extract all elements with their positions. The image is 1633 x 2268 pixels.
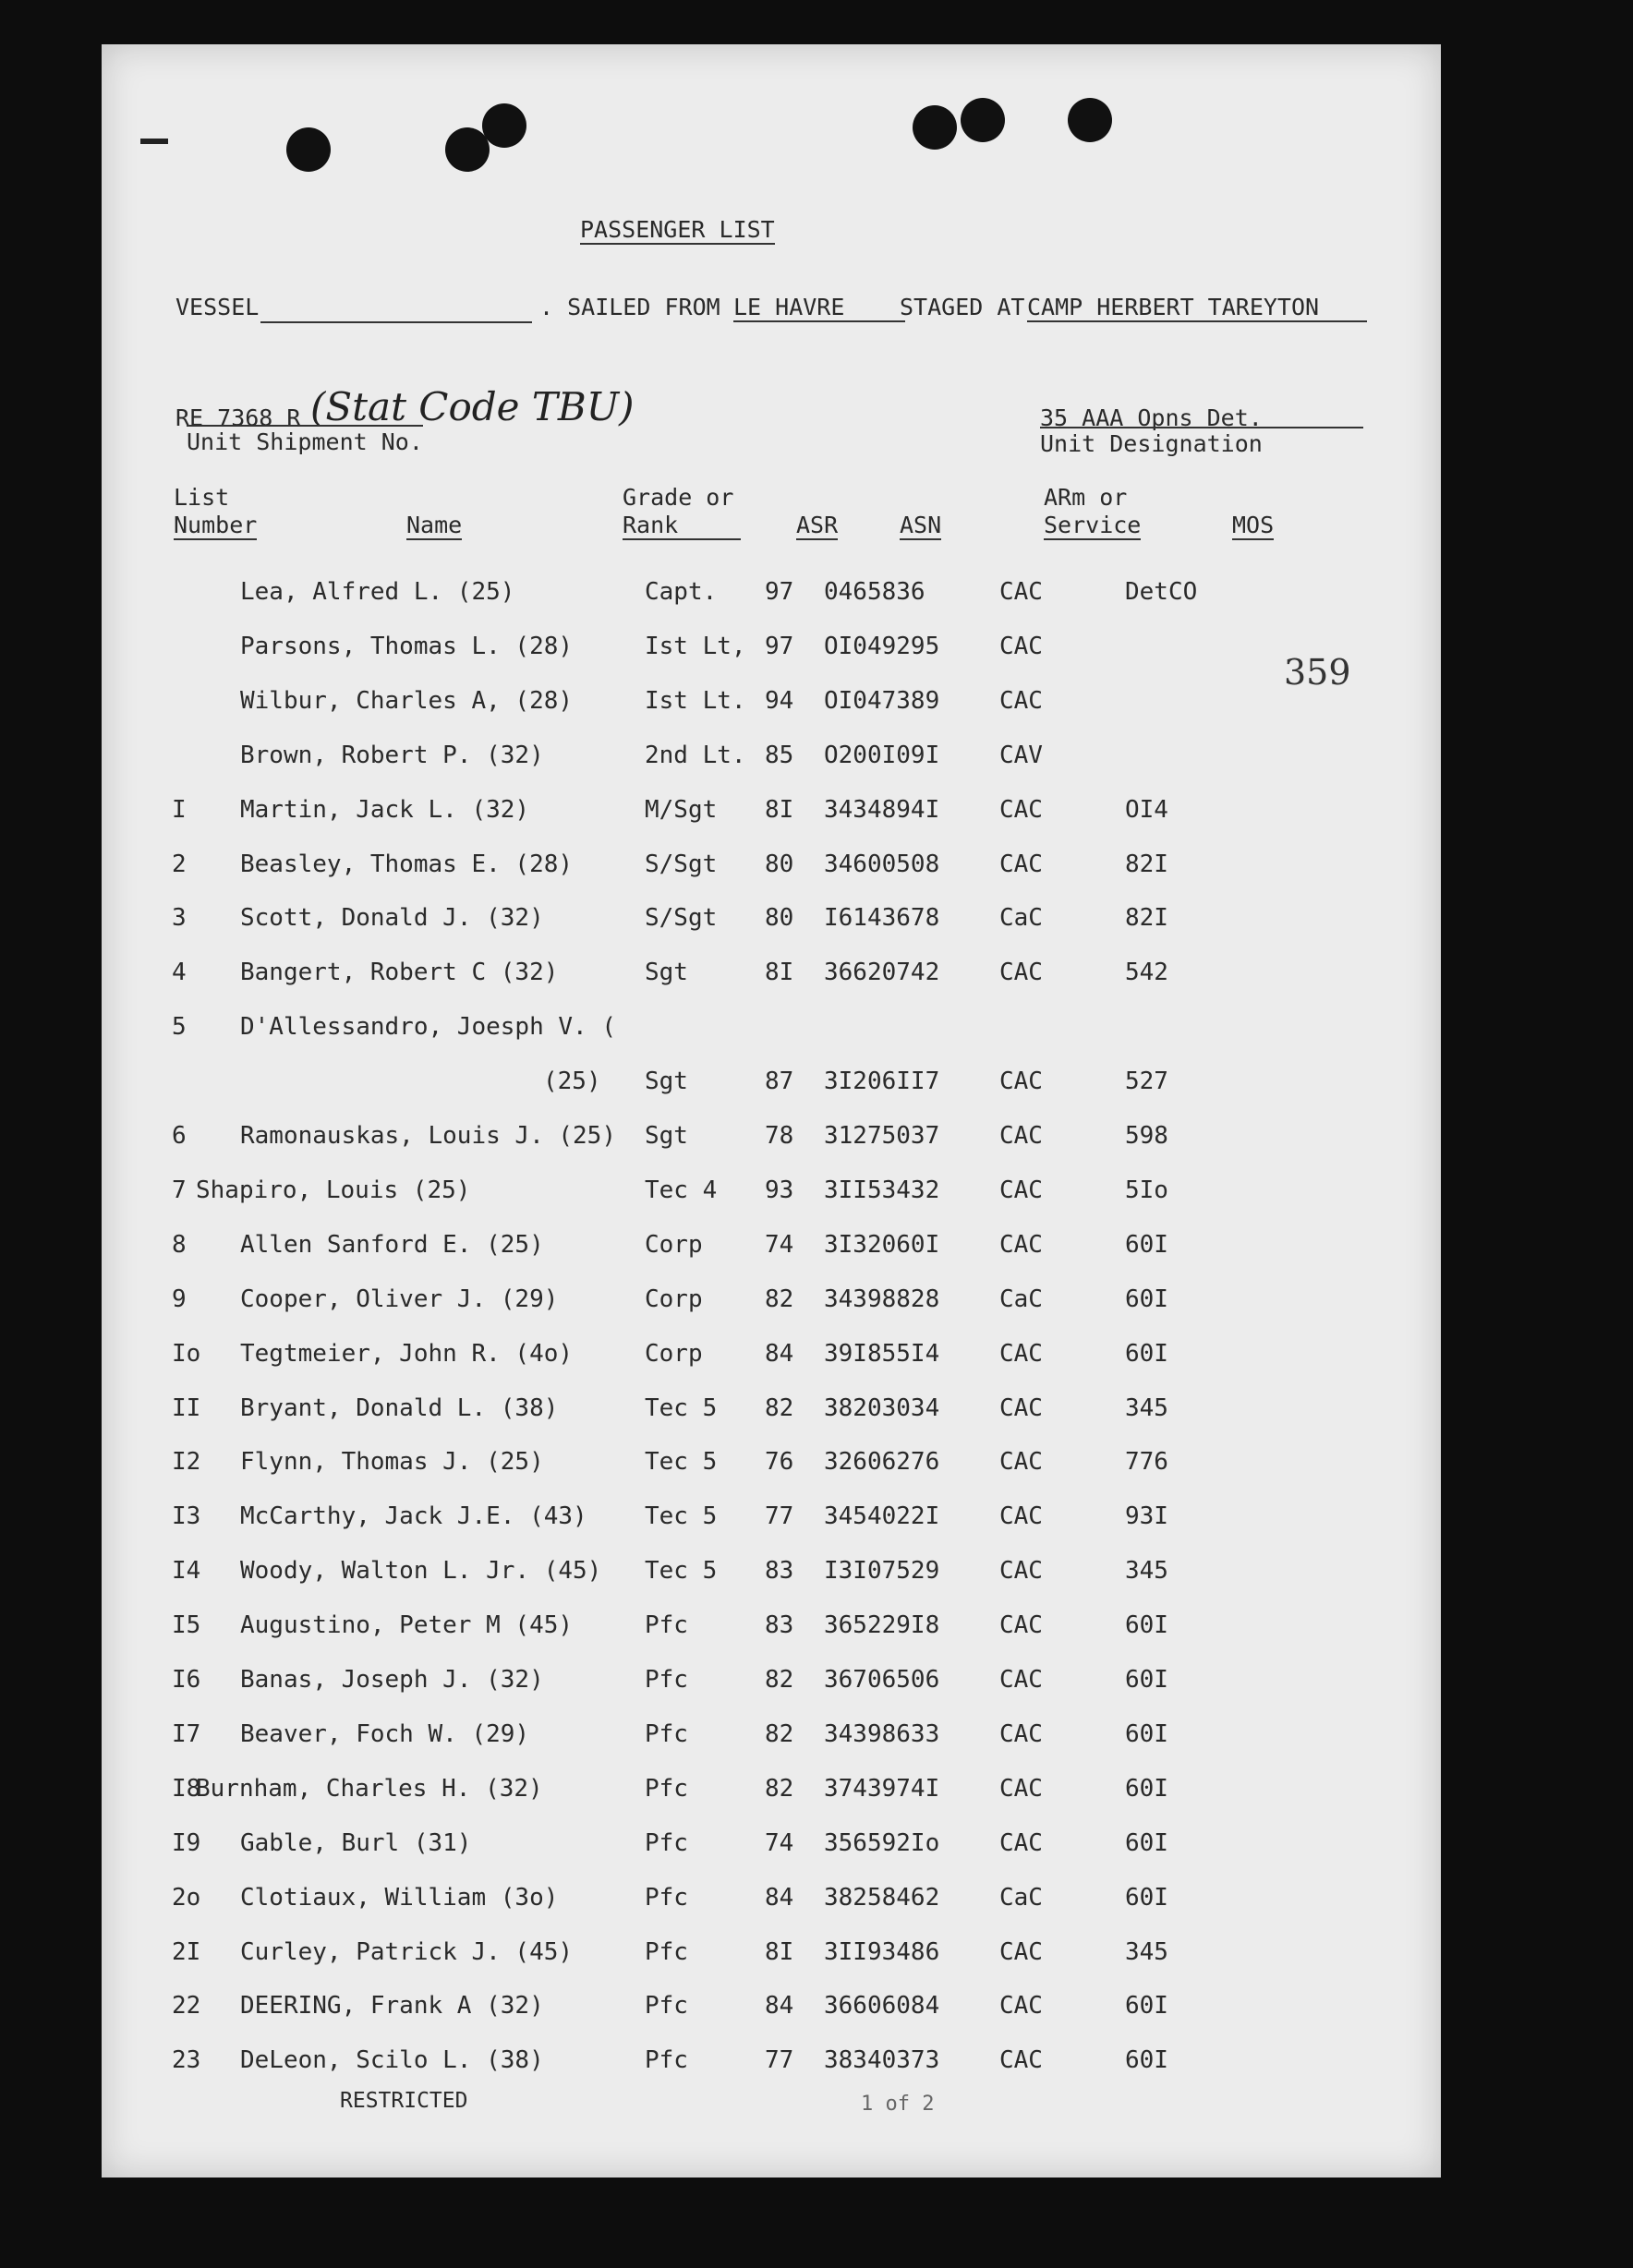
row-grade: Corp — [645, 1285, 703, 1313]
col-mos: MOS — [1232, 512, 1275, 538]
row-arm: CAC — [999, 1340, 1043, 1368]
row-grade: Sgt — [645, 959, 688, 986]
row-asn: 36620742 — [824, 959, 940, 986]
vessel-blank — [260, 294, 532, 323]
row-asr: 93 — [765, 1176, 794, 1204]
row-mos: 60I — [1125, 1340, 1168, 1368]
unit-designation-label: Unit Designation — [1040, 427, 1363, 457]
row-name: Burnham, Charles H. (32) — [196, 1775, 543, 1803]
row-arm: CaC — [999, 1884, 1043, 1912]
row-name: Bryant, Donald L. (38) — [240, 1394, 559, 1422]
row-list-number: 9 — [172, 1285, 187, 1313]
row-mos: 82I — [1125, 904, 1168, 932]
row-name: Ramonauskas, Louis J. (25) — [240, 1122, 616, 1150]
row-arm: CAC — [999, 578, 1043, 606]
row-asr: 80 — [765, 904, 794, 932]
row-asr: 77 — [765, 1502, 794, 1530]
row-grade: S/Sgt — [645, 850, 718, 878]
row-asr: 97 — [765, 633, 794, 660]
ink-mark — [140, 139, 168, 144]
sailed-from-value: LE HAVRE — [733, 294, 905, 322]
row-asn: 365229I8 — [824, 1611, 940, 1639]
row-asn: 36606084 — [824, 1992, 940, 2020]
row-list-number: I5 — [172, 1611, 201, 1639]
row-asr: 8I — [765, 959, 794, 986]
row-asr: 80 — [765, 850, 794, 878]
row-arm: CAC — [999, 1231, 1043, 1259]
row-list-number: I — [172, 796, 187, 824]
row-name: Allen Sanford E. (25) — [240, 1231, 544, 1259]
row-list-number: 4 — [172, 959, 187, 986]
row-name: McCarthy, Jack J.E. (43) — [240, 1502, 587, 1530]
row-grade: Capt. — [645, 578, 718, 606]
row-name: Cooper, Oliver J. (29) — [240, 1285, 559, 1313]
row-arm: CAC — [999, 633, 1043, 660]
row-mos: 527 — [1125, 1068, 1168, 1095]
row-arm: CAC — [999, 1448, 1043, 1476]
row-arm: CAC — [999, 1068, 1043, 1095]
row-arm: CAC — [999, 1666, 1043, 1694]
shipment-number: RE 7368 R — [175, 404, 301, 431]
row-name: Banas, Joseph J. (32) — [240, 1666, 544, 1694]
row-list-number: 8 — [172, 1231, 187, 1259]
row-name: Parsons, Thomas L. (28) — [240, 633, 574, 660]
row-asn: 31275037 — [824, 1122, 940, 1150]
row-list-number: II — [172, 1394, 201, 1422]
row-list-number: 3 — [172, 904, 187, 932]
document-page — [102, 44, 1441, 2178]
row-grade: Tec 5 — [645, 1448, 718, 1476]
row-mos: 5Io — [1125, 1176, 1168, 1204]
row-arm: CAC — [999, 1775, 1043, 1803]
row-name: Wilbur, Charles A, (28) — [240, 687, 574, 715]
row-name: Lea, Alfred L. (25) — [240, 578, 515, 606]
row-grade: Corp — [645, 1340, 703, 1368]
row-list-number: I4 — [172, 1557, 201, 1585]
row-arm: CAC — [999, 959, 1043, 986]
row-asn: I3I07529 — [824, 1557, 940, 1585]
row-arm: CAC — [999, 1176, 1043, 1204]
row-list-number: 2 — [172, 850, 187, 878]
row-asr: 83 — [765, 1557, 794, 1585]
row-mos: 598 — [1125, 1122, 1168, 1150]
row-name: DeLeon, Scilo L. (38) — [240, 2046, 544, 2074]
staged-at-label: STAGED AT — [900, 294, 1025, 320]
col-arm-2: Service — [1044, 512, 1142, 538]
row-asn: 32606276 — [824, 1448, 940, 1476]
row-asr: 82 — [765, 1394, 794, 1422]
row-grade: M/Sgt — [645, 796, 718, 824]
row-asr: 97 — [765, 578, 794, 606]
row-name: Augustino, Peter M (45) — [240, 1611, 574, 1639]
row-name: Bangert, Robert C (32) — [240, 959, 559, 986]
row-arm: CAC — [999, 1720, 1043, 1748]
row-name: Shapiro, Louis (25) — [196, 1176, 471, 1204]
row-asn: 38340373 — [824, 2046, 940, 2074]
row-name: Martin, Jack L. (32) — [240, 796, 530, 824]
row-name: (25) — [543, 1068, 601, 1095]
row-asr: 74 — [765, 1829, 794, 1857]
punch-hole — [1068, 98, 1112, 142]
row-asr: 78 — [765, 1122, 794, 1150]
row-asn: 39I855I4 — [824, 1340, 940, 1368]
punch-hole — [913, 105, 957, 150]
row-grade: Pfc — [645, 1775, 688, 1803]
row-name: Tegtmeier, John R. (4o) — [240, 1340, 574, 1368]
row-list-number: 2I — [172, 1938, 201, 1966]
row-asr: 87 — [765, 1068, 794, 1095]
row-mos: 776 — [1125, 1448, 1168, 1476]
row-mos: 60I — [1125, 1611, 1168, 1639]
row-arm: CAC — [999, 796, 1043, 824]
row-list-number: 22 — [172, 1992, 201, 2020]
row-grade: Pfc — [645, 1938, 688, 1966]
row-name: Beaver, Foch W. (29) — [240, 1720, 530, 1748]
row-grade: 2nd Lt. — [645, 742, 746, 769]
row-asr: 82 — [765, 1720, 794, 1748]
row-mos: 60I — [1125, 2046, 1168, 2074]
row-asn: 34398828 — [824, 1285, 940, 1313]
row-asn: OI049295 — [824, 633, 940, 660]
row-mos: 60I — [1125, 1231, 1168, 1259]
row-grade: Pfc — [645, 1611, 688, 1639]
unit-designation-value: 35 AAA Opns Det. — [1040, 404, 1263, 431]
row-list-number: 7 — [172, 1176, 187, 1204]
row-name: Curley, Patrick J. (45) — [240, 1938, 574, 1966]
row-asn: 3454022I — [824, 1502, 940, 1530]
punch-hole — [482, 103, 526, 148]
row-asn: 36706506 — [824, 1666, 940, 1694]
staged-at-value: CAMP HERBERT TAREYTON — [1027, 294, 1367, 322]
row-mos: 60I — [1125, 1829, 1168, 1857]
row-grade: Ist Lt, — [645, 633, 746, 660]
row-grade: Corp — [645, 1231, 703, 1259]
row-asr: 94 — [765, 687, 794, 715]
row-mos: DetCO — [1125, 578, 1198, 606]
row-arm: CAC — [999, 2046, 1043, 2074]
row-mos: 345 — [1125, 1394, 1168, 1422]
shipment-number-label: Unit Shipment No. — [187, 425, 423, 455]
row-asn: 356592Io — [824, 1829, 940, 1857]
row-asr: 82 — [765, 1285, 794, 1313]
row-list-number: I9 — [172, 1829, 201, 1857]
row-asn: 3743974I — [824, 1775, 940, 1803]
page-title: PASSENGER LIST — [580, 216, 775, 243]
row-asr: 84 — [765, 1340, 794, 1368]
row-asn: 3II93486 — [824, 1938, 940, 1966]
row-name: D'Allessandro, Joesph V. ( — [240, 1013, 616, 1041]
row-grade: Tec 5 — [645, 1557, 718, 1585]
row-asn: 3I32060I — [824, 1231, 940, 1259]
punch-hole — [445, 127, 490, 172]
row-mos: 345 — [1125, 1938, 1168, 1966]
row-arm: CAC — [999, 687, 1043, 715]
row-grade: S/Sgt — [645, 904, 718, 932]
row-arm: CAC — [999, 1992, 1043, 2020]
row-asr: 84 — [765, 1992, 794, 2020]
row-list-number: 2o — [172, 1884, 201, 1912]
col-list-number-1: List — [174, 484, 230, 511]
col-grade-1: Grade or — [623, 484, 734, 511]
row-asn: 34600508 — [824, 850, 940, 878]
row-asr: 77 — [765, 2046, 794, 2074]
row-name: Flynn, Thomas J. (25) — [240, 1448, 544, 1476]
row-name: DEERING, Frank A (32) — [240, 1992, 544, 2020]
row-list-number: 23 — [172, 2046, 201, 2074]
col-list-number-2: Number — [174, 512, 258, 538]
col-asn: ASN — [900, 512, 942, 538]
row-mos: 345 — [1125, 1557, 1168, 1585]
row-list-number: I2 — [172, 1448, 201, 1476]
row-grade: Pfc — [645, 1992, 688, 2020]
page-number-stamp: 359 — [1284, 652, 1351, 693]
row-mos: 60I — [1125, 1884, 1168, 1912]
row-arm: CAC — [999, 1557, 1043, 1585]
row-mos: 60I — [1125, 1285, 1168, 1313]
row-grade: Tec 5 — [645, 1394, 718, 1422]
row-grade: Pfc — [645, 1829, 688, 1857]
footer-page-count: 1 of 2 — [861, 2093, 935, 2116]
row-name: Scott, Donald J. (32) — [240, 904, 544, 932]
row-mos: 60I — [1125, 1666, 1168, 1694]
row-grade: Pfc — [645, 2046, 688, 2074]
row-asn: 34398633 — [824, 1720, 940, 1748]
row-name: Brown, Robert P. (32) — [240, 742, 544, 769]
col-name: Name — [406, 512, 463, 538]
row-arm: CAC — [999, 1394, 1043, 1422]
row-grade: Tec 4 — [645, 1176, 718, 1204]
row-asr: 85 — [765, 742, 794, 769]
row-asr: 82 — [765, 1666, 794, 1694]
row-asr: 8I — [765, 1938, 794, 1966]
shipment-handwritten-code: (Stat Code TBU) — [310, 384, 635, 429]
row-list-number: I8 — [172, 1775, 201, 1803]
row-list-number: Io — [172, 1340, 201, 1368]
row-mos: 60I — [1125, 1775, 1168, 1803]
row-grade: Ist Lt. — [645, 687, 746, 715]
footer-restricted: RESTRICTED — [340, 2089, 468, 2113]
sailed-from-label: . SAILED FROM — [539, 294, 720, 320]
row-grade: Pfc — [645, 1666, 688, 1694]
row-list-number: 6 — [172, 1122, 187, 1150]
punch-hole — [961, 98, 1005, 142]
row-asn: OI047389 — [824, 687, 940, 715]
row-asn: 0465836 — [824, 578, 925, 606]
row-mos: 60I — [1125, 1992, 1168, 2020]
row-mos: OI4 — [1125, 796, 1168, 824]
row-name: Clotiaux, William (3o) — [240, 1884, 559, 1912]
row-arm: CAC — [999, 1829, 1043, 1857]
row-arm: CAC — [999, 1611, 1043, 1639]
col-arm-1: ARm or — [1044, 484, 1128, 511]
row-asr: 82 — [765, 1775, 794, 1803]
row-mos: 82I — [1125, 850, 1168, 878]
row-asr: 83 — [765, 1611, 794, 1639]
row-name: Beasley, Thomas E. (28) — [240, 850, 574, 878]
col-grade-2: Rank — [623, 512, 741, 540]
punch-hole — [286, 127, 331, 172]
row-list-number: I3 — [172, 1502, 201, 1530]
row-grade: Sgt — [645, 1122, 688, 1150]
row-asn: 3434894I — [824, 796, 940, 824]
row-asn: 3II53432 — [824, 1176, 940, 1204]
row-arm: CAC — [999, 1938, 1043, 1966]
row-list-number: I7 — [172, 1720, 201, 1748]
row-asr: 8I — [765, 796, 794, 824]
row-arm: CaC — [999, 904, 1043, 932]
row-arm: CAC — [999, 1502, 1043, 1530]
row-asn: 3I206II7 — [824, 1068, 940, 1095]
row-asr: 84 — [765, 1884, 794, 1912]
row-asn: 38203034 — [824, 1394, 940, 1422]
row-asn: O200I09I — [824, 742, 940, 769]
row-grade: Pfc — [645, 1884, 688, 1912]
row-asr: 74 — [765, 1231, 794, 1259]
row-grade: Sgt — [645, 1068, 688, 1095]
row-arm: CAV — [999, 742, 1043, 769]
row-list-number: 5 — [172, 1013, 187, 1041]
row-mos: 542 — [1125, 959, 1168, 986]
row-asr: 76 — [765, 1448, 794, 1476]
row-name: Gable, Burl (31) — [240, 1829, 472, 1857]
row-arm: CAC — [999, 850, 1043, 878]
row-arm: CaC — [999, 1285, 1043, 1313]
row-name: Woody, Walton L. Jr. (45) — [240, 1557, 602, 1585]
row-grade: Tec 5 — [645, 1502, 718, 1530]
row-mos: 93I — [1125, 1502, 1168, 1530]
vessel-label: VESSEL — [175, 294, 260, 320]
row-mos: 60I — [1125, 1720, 1168, 1748]
row-asn: 38258462 — [824, 1884, 940, 1912]
col-asr: ASR — [796, 512, 839, 538]
row-list-number: I6 — [172, 1666, 201, 1694]
row-asn: I6143678 — [824, 904, 940, 932]
row-grade: Pfc — [645, 1720, 688, 1748]
row-arm: CAC — [999, 1122, 1043, 1150]
